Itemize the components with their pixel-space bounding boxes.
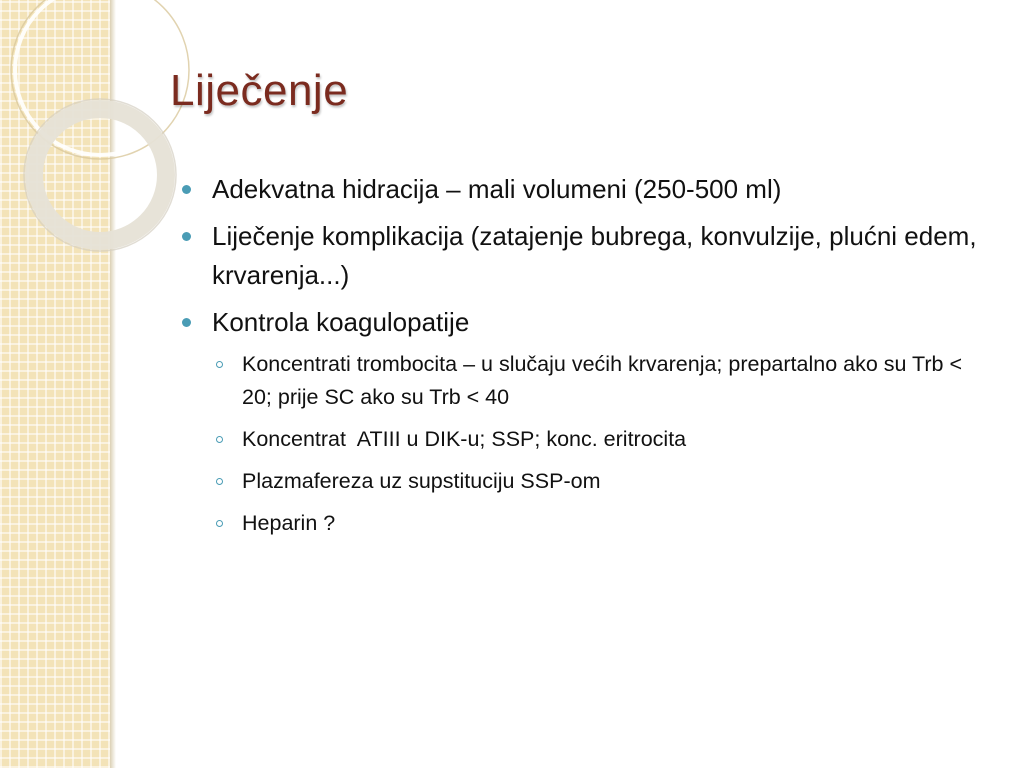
bullet-ring-icon [216, 478, 223, 485]
bullet-ring-icon [216, 361, 223, 368]
bullet-dot-icon [182, 232, 191, 241]
sub-bullet-item [212, 423, 990, 456]
sub-bullet-text: Heparin ? [242, 511, 336, 535]
sub-bullet-item [212, 348, 990, 414]
bullet-item [180, 217, 990, 295]
sub-bullet-text: Koncentrati trombocita – u slučaju većih krvarenja; prepartalno ako su Trb < 20; prije SC ako su Trb < 40 [242, 352, 963, 409]
bullet-dot-icon [182, 185, 191, 194]
bullet-dot-icon [182, 318, 191, 327]
bullet-text: Adekvatna hidracija – mali volumeni (250-500 ml) [212, 174, 782, 204]
sub-bullet-item [212, 465, 990, 498]
bullet-item [180, 170, 990, 209]
bullet-ring-icon [216, 436, 223, 443]
slide-title: Liječenje [170, 66, 349, 115]
bullet-ring-icon [216, 520, 223, 527]
sub-bullet-text: Koncentrat ATIII u DIK-u; SSP; konc. eritrocita [242, 427, 687, 451]
sub-bullet-text: Plazmafereza uz supstituciju SSP-om [242, 469, 601, 493]
sub-bullet-list [212, 348, 990, 540]
bullet-list [180, 170, 990, 540]
bullet-item [180, 303, 990, 540]
bullet-text: Kontrola koagulopatije [212, 307, 470, 337]
bullet-text: Liječenje komplikacija (zatajenje bubrega, konvulzije, plućni edem, krvarenja...) [212, 221, 977, 290]
slide-content [180, 170, 990, 549]
sub-bullet-item [212, 507, 990, 540]
